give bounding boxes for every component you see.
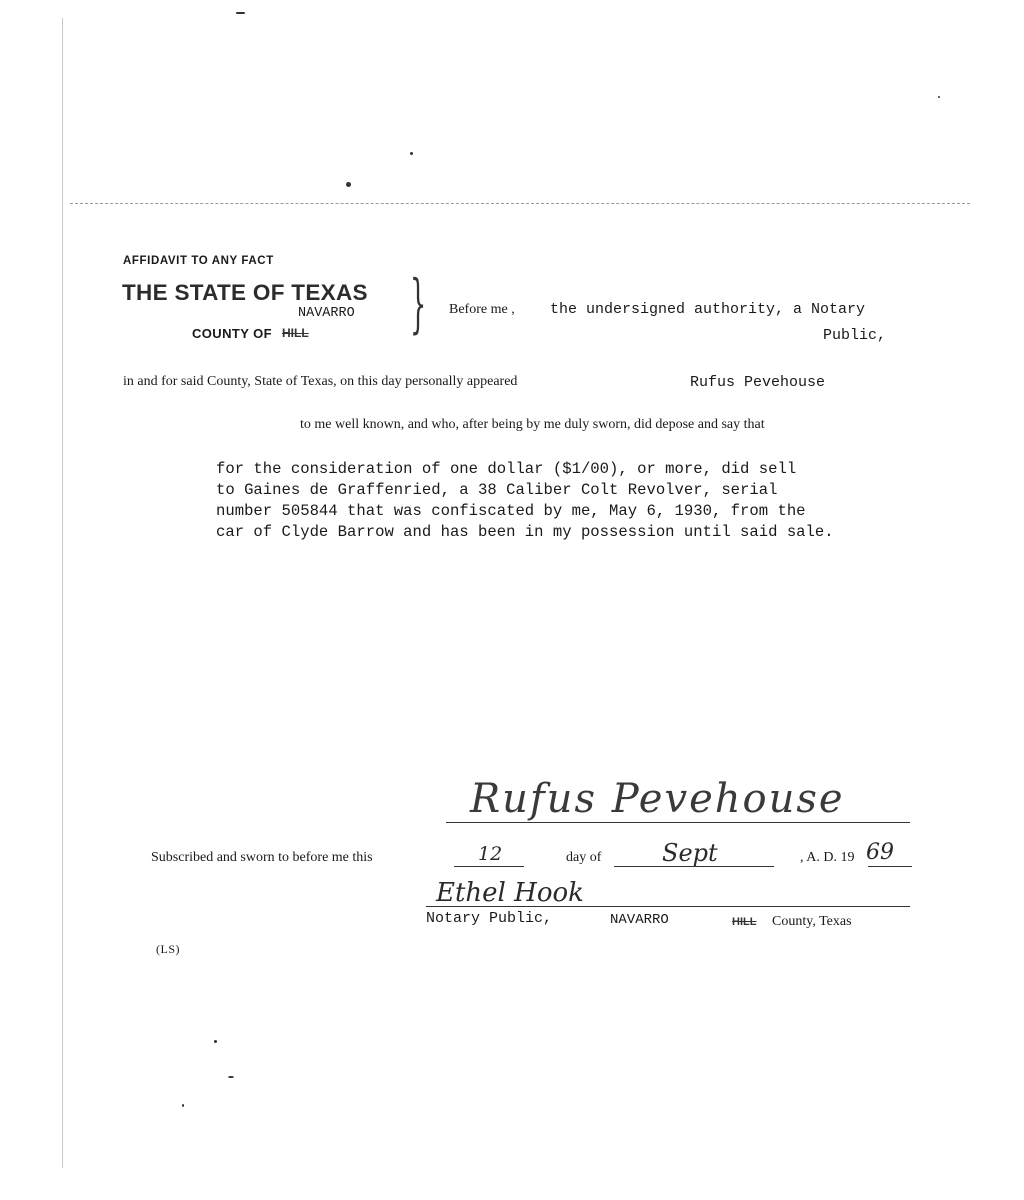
county-label: COUNTY OF <box>192 326 272 341</box>
appeared-label: in and for said County, State of Texas, on this day personally appeared <box>123 374 518 389</box>
scan-speck <box>410 152 413 155</box>
scan-speck <box>938 96 940 98</box>
ad-label: , A. D. 19 <box>800 850 855 865</box>
county-struck: HILL <box>282 326 309 340</box>
county-typed: NAVARRO <box>298 306 355 321</box>
notary-signature: Ethel Hook <box>436 878 584 908</box>
scan-speck <box>236 12 245 14</box>
scan-speck <box>346 182 351 187</box>
day-line <box>454 866 524 867</box>
fold-line <box>70 203 970 204</box>
state-title: THE STATE OF TEXAS <box>122 280 368 305</box>
affiant-signature-line <box>446 822 910 823</box>
statement-line: number 505844 that was confiscated by me, May 6, 1930, from the <box>216 502 806 520</box>
county-texas-label: County, Texas <box>772 914 852 929</box>
sworn-line: to me well known, and who, after being by me duly sworn, did depose and say that <box>300 417 765 432</box>
before-me-label: Before me , <box>449 302 515 317</box>
month-line <box>614 866 774 867</box>
scan-speck <box>182 1104 184 1107</box>
scan-speck <box>228 1076 234 1078</box>
form-header: AFFIDAVIT TO ANY FACT <box>123 255 274 267</box>
left-margin-line <box>62 18 63 1168</box>
scan-speck <box>214 1040 217 1043</box>
notary-public-label: Notary Public, <box>426 910 553 927</box>
notary-county: NAVARRO <box>610 912 669 928</box>
affiant-signature: Rufus Pevehouse <box>470 776 845 822</box>
subscribed-label: Subscribed and sworn to before me this <box>151 850 373 865</box>
year-suffix: 69 <box>866 840 894 865</box>
before-me-typed-line-2: Public, <box>823 327 887 344</box>
statement-line: car of Clyde Barrow and has been in my possession until said sale. <box>216 523 834 541</box>
notary-signature-line <box>426 906 910 907</box>
year-line <box>868 866 912 867</box>
statement-line: to Gaines de Graffenried, a 38 Caliber Colt Revolver, serial <box>216 481 778 499</box>
day-of-label: day of <box>566 850 602 865</box>
affiant-name: Rufus Pevehouse <box>690 374 826 391</box>
brace-icon: } <box>410 267 427 341</box>
struck-county: HILL <box>732 916 757 928</box>
month-value: Sept <box>662 839 718 867</box>
day-value: 12 <box>478 843 503 865</box>
before-me-typed-line-1: the undersigned authority, a Notary <box>550 301 866 318</box>
statement-line: for the consideration of one dollar ($1/00), or more, did sell <box>216 460 797 478</box>
seal-label: (LS) <box>156 942 180 956</box>
